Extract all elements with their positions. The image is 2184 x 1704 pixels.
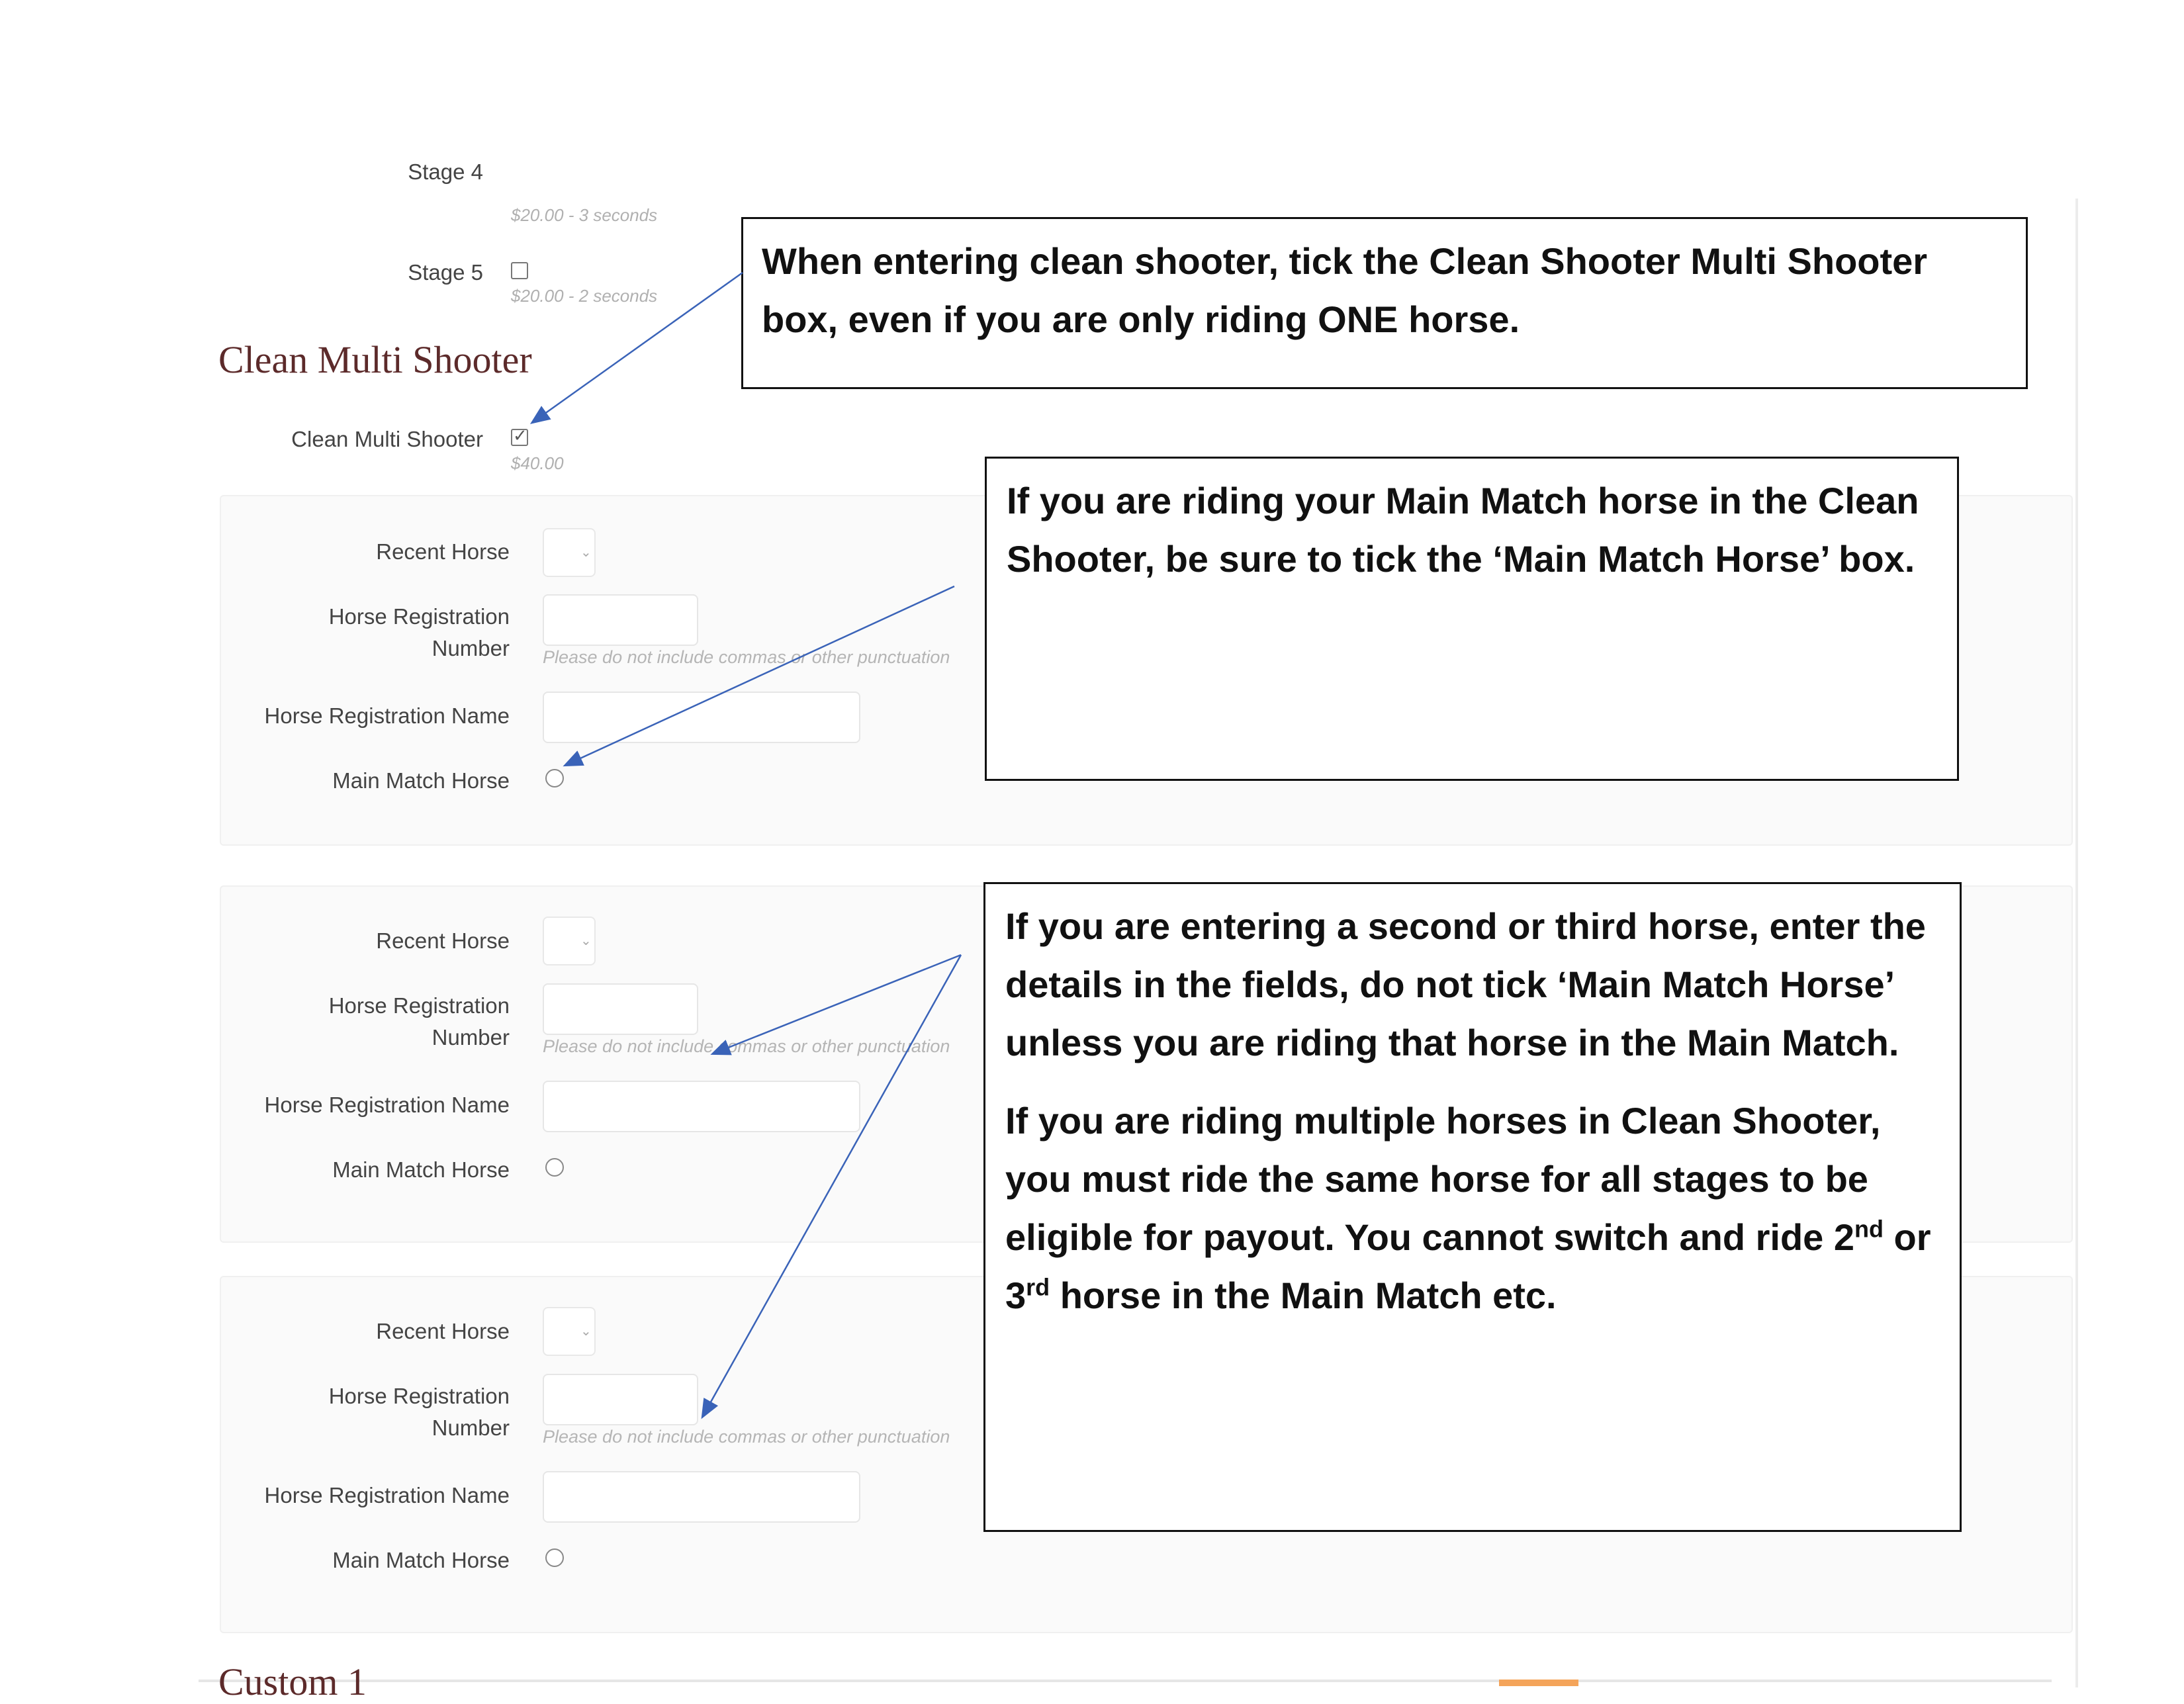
arrow-to-group3-reg-number (703, 955, 961, 1416)
arrow-to-main-match-radio (566, 586, 954, 765)
stage-4-price: $20.00 - 3 seconds (511, 205, 658, 225)
section-title-clean-multi-shooter: Clean Multi Shooter (218, 338, 532, 381)
main-match-label: Main Match Horse (332, 768, 510, 793)
recent-horse-label: Recent Horse (376, 928, 510, 953)
chevron-down-icon: ⌄ (580, 932, 592, 948)
chevron-down-icon: ⌄ (580, 544, 592, 560)
stage-4-label: Stage 4 (408, 159, 483, 184)
main-match-label: Main Match Horse (332, 1548, 510, 1572)
section-title-custom: Custom 1 (218, 1660, 367, 1703)
reg-number-label-line2: Number (432, 636, 510, 660)
reg-number-label-line2: Number (432, 1415, 510, 1440)
recent-horse-label: Recent Horse (376, 539, 510, 564)
reg-number-hint: Please do not include commas or other punctuation (543, 1427, 950, 1447)
reg-number-label-line1: Horse Registration (328, 993, 510, 1018)
chevron-down-icon: ⌄ (580, 1323, 592, 1339)
callout-multiple-horses-para1: If you are entering a second or third horse, enter the details in the fields, do not tick ‘Main Match Horse’ unless you are riding that horse in the Main Match. (1005, 905, 1926, 1063)
callout-clean-shooter-text: When entering clean shooter, tick the Clean Shooter Multi Shooter box, even if you are only riding ONE horse. (762, 240, 1928, 340)
callout-multiple-horses-para2: If you are riding multiple horses in Clean Shooter, you must ride the same horse for all stages to be eligible for payout. You cannot switch and ride 2nd or 3rd horse in the Main Match etc. (1005, 1100, 1931, 1316)
clean-multi-shooter-price: $40.00 (511, 453, 564, 473)
reg-name-label: Horse Registration Name (264, 703, 510, 728)
clean-multi-shooter-label: Clean Multi Shooter (291, 427, 483, 451)
reg-name-label: Horse Registration Name (264, 1483, 510, 1507)
reg-number-hint: Please do not include commas or other punctuation (543, 1036, 950, 1056)
reg-number-label-line2: Number (432, 1025, 510, 1050)
arrow-to-group2-reg-number (713, 955, 961, 1054)
reg-name-label: Horse Registration Name (264, 1093, 510, 1117)
reg-number-label-line1: Horse Registration (328, 1384, 510, 1408)
callout-main-match-text: If you are riding your Main Match horse in the Clean Shooter, be sure to tick the ‘Main Match Horse’ box. (1007, 480, 1919, 580)
main-match-label: Main Match Horse (332, 1157, 510, 1182)
stage-5-price: $20.00 - 2 seconds (511, 286, 658, 306)
recent-horse-label: Recent Horse (376, 1319, 510, 1343)
reg-number-label-line1: Horse Registration (328, 604, 510, 629)
arrow-to-clean-multi-checkbox (533, 273, 743, 422)
reg-number-hint: Please do not include commas or other punctuation (543, 647, 950, 667)
stage-5-label: Stage 5 (408, 260, 483, 285)
